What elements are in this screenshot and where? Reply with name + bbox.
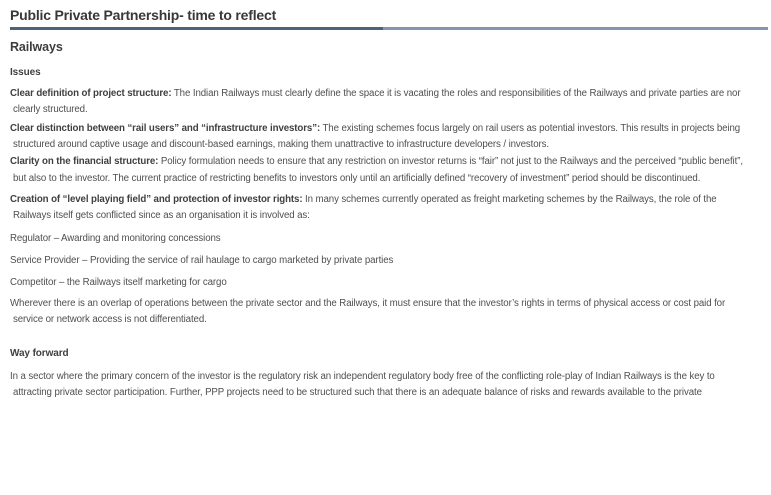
issue-lead: Clear definition of project structure: [10,87,172,99]
issue-lead: Clarity on the financial structure: [10,156,159,168]
title-underline-dark-segment [10,27,383,30]
issue-body: The Indian Railways must clearly define the space it is vacating the roles and responsibilities of the Railways and private parties are nor clearly structured. [13,87,741,115]
issue-paragraph-rail-users-distinction [10,121,749,153]
overlap-note-paragraph: Wherever there is an overlap of operations between the private sector and the Railways, it must ensure that the investor’s rights in terms of physical access or cost paid for service or network access is not differentiated. [10,297,726,325]
subsection-heading-issues: Issues [10,66,41,78]
issue-body: The existing schemes focus largely on rail users as potential investors. This results in projects being structured around captive usage and discount-based earnings, making them unattractive to infrastructure developers / investors. [13,122,741,151]
issue-body: Policy formulation needs to ensure that any restriction on investor returns is “fair” not just to the Railways and the perceived “public benefit”, but also to the investor. The current practice of restricting benefits to investors only until an artificially defined “recovery of investment” period should be discontinued. [13,156,743,184]
page-title: Public Private Partnership- time to reflect [10,7,277,23]
role-line-service-provider: Service Provider – Providing the service of rail haulage to cargo marketed by private parties [10,254,394,266]
title-underline-light-segment [383,27,768,30]
title-underline [10,27,768,30]
subsection-heading-way-forward: Way forward [10,348,69,360]
role-line-regulator: Regulator – Awarding and monitoring concessions [10,233,221,245]
issue-lead: Creation of “level playing field” and protection of investor rights: [10,194,303,206]
issue-body: In many schemes currently operated as freight marketing schemes by the Railways, the role of the Railways itself gets conflicted since as an organisation it is involved as: [13,194,717,222]
section-heading-railways: Railways [10,39,63,54]
role-line-competitor: Competitor – the Railways itself marketing for cargo [10,276,227,288]
issue-lead: Clear distinction between “rail users” and “infrastructure investors”: [10,122,321,134]
issue-paragraph-level-playing-field [10,192,749,224]
issue-paragraph-project-structure [10,86,749,118]
way-forward-paragraph: In a sector where the primary concern of the investor is the regulatory risk an independent regulatory body free of the conflicting role-play of Indian Railways is the key to attracting private sector participation. Further, PPP projects need to be structured such that there is an adequate balance of risks and rewards available to the private [10,371,715,399]
issue-paragraph-financial-structure [10,154,749,186]
